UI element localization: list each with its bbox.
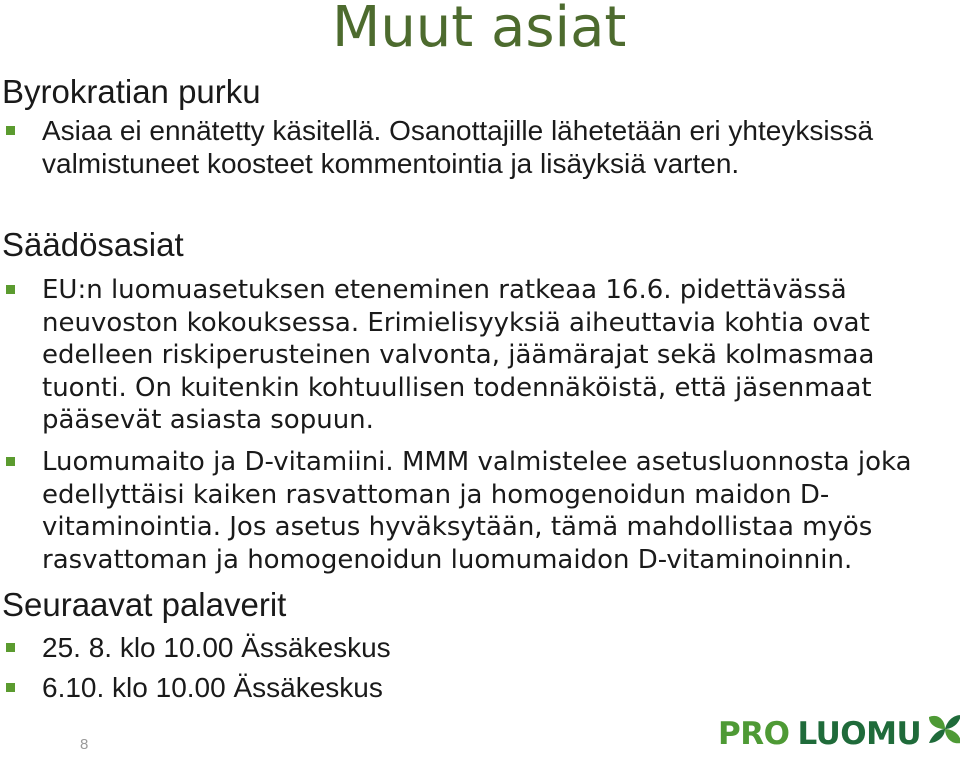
bullet-marker	[6, 683, 15, 692]
logo-text: PRO LUOMU	[718, 716, 922, 752]
slide-title: Muut asiat	[332, 0, 627, 60]
bullet-marker	[6, 457, 15, 466]
bullet-marker	[6, 126, 15, 135]
section-heading-palaverit: Seuraavat palaverit	[2, 586, 287, 623]
bullet-saadosasiat-2: Luomumaito ja D-vitamiini. MMM valmistelee asetusluonnosta joka edellyttäisi kaiken rasvattoman ja homogenoidun maidon D-vitaminointia. Jos asetus hyväksytään, tämä mahdollistaa myös rasvattoman ja homogenoidun luomumaidon D-vitaminoinnin.	[4, 446, 940, 576]
bullet-palaverit-2: 6.10. klo 10.00 Ässäkeskus	[4, 672, 940, 705]
section-heading-byrokratian: Byrokratian purku	[2, 73, 261, 110]
section-heading-saadosasiat: Säädösasiat	[2, 226, 184, 263]
bullet-marker	[6, 643, 15, 652]
pro-luomu-logo	[718, 714, 960, 754]
bullet-byrokratian-1: Asiaa ei ennätetty käsitellä. Osanottajille lähetetään eri yhteyksissä valmistuneet koosteet kommentointia ja lisäyksiä varten.	[4, 115, 940, 180]
bullet-marker	[6, 285, 15, 294]
bullet-saadosasiat-1: EU:n luomuasetuksen eteneminen ratkeaa 16.6. pidettävässä neuvoston kokouksessa. Erimielisyyksiä aiheuttavia kohtia ovat edelleen riskiperusteinen valvonta, jäämärajat sekä kolmasmaa tuonti. On kuitenkin kohtuullisen todennäköistä, että jäsenmaat pääsevät asiasta sopuun.	[4, 274, 940, 437]
bullet-palaverit-1: 25. 8. klo 10.00 Ässäkeskus	[4, 632, 940, 665]
leaf-cross-icon	[925, 711, 960, 747]
page-number: 8	[80, 736, 89, 753]
